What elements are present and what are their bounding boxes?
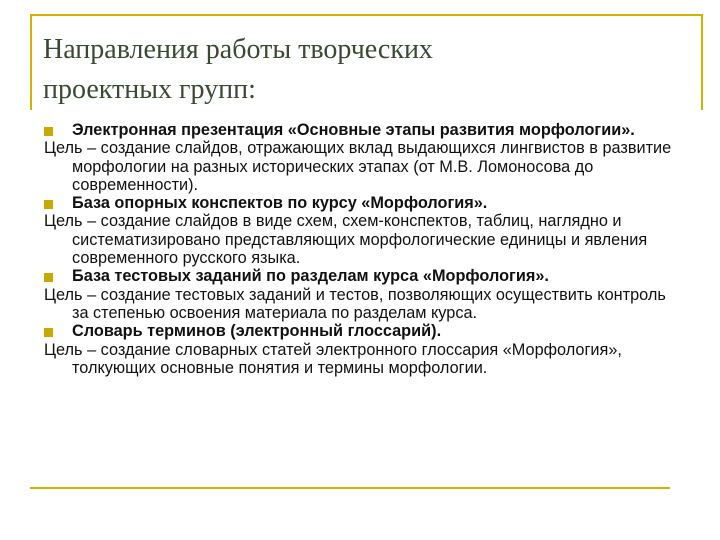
slide-title [43,30,683,110]
list-item-heading [44,267,684,285]
frame-right-line [701,14,703,110]
list-item-goal: Цель – создание тестовых заданий и тестов, позволяющих осуществить контроль за степенью освоения материала по разделам курса. [44,285,666,322]
list-item-heading-text: Словарь терминов (электронный глоссарий). [72,322,442,341]
square-bullet-icon [44,127,53,136]
list-item-goal: Цель – создание слайдов в виде схем, схем-конспектов, таблиц, наглядно и систематизировано представляющих морфологические единицы и явления современного русского языка. [44,212,648,268]
list-item-goal: Цель – создание слайдов, отражающих вклад выдающихся лингвистов в развитие морфологии на разных исторических этапах (от М.В. Ломоносова до современности). [44,139,672,194]
list-item-heading-text: База тестовых заданий по разделам курса «Морфология». [72,267,549,286]
list-item-heading-text: Электронная презентация «Основные этапы развития морфологии». [72,121,635,139]
slide-title-line-2: проектных групп: [43,74,256,105]
square-bullet-icon [44,273,53,282]
frame-left-line [30,14,32,110]
square-bullet-icon [44,200,53,209]
list-item-heading [44,322,684,340]
frame-bottom-line [30,487,670,489]
list-item-heading [44,121,684,139]
list-item-goal: Цель – создание словарных статей электронного глоссария «Морфология», толкующих основные понятия и термины морфологии. [44,340,622,377]
list-item-heading [44,194,684,212]
frame-top-line [30,14,703,16]
slide-title-line-1: Направления работы творческих [43,34,433,65]
list-item-heading-text: База опорных конспектов по курсу «Морфология». [72,194,488,213]
slide-body [44,121,684,377]
square-bullet-icon [44,328,53,337]
